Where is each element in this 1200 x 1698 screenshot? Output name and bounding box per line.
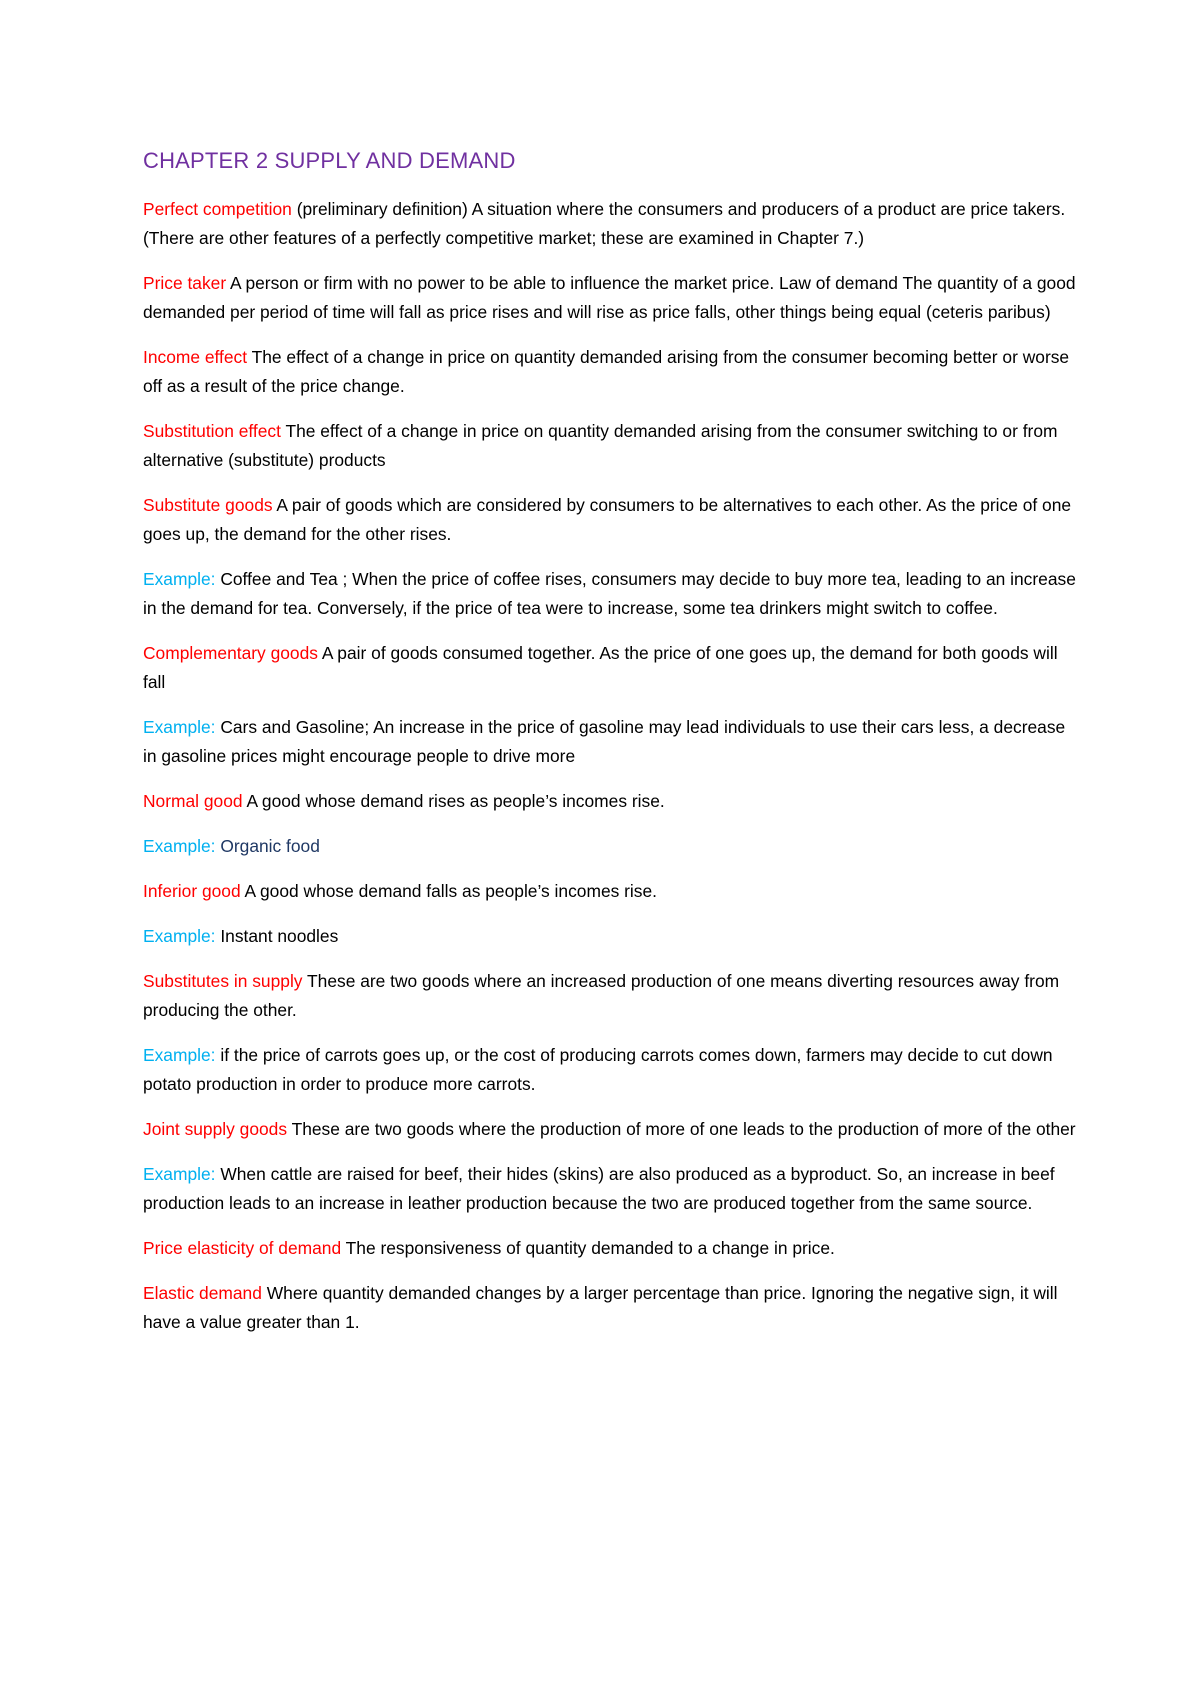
- example-paragraph: [143, 1160, 1078, 1218]
- example-paragraph: [143, 832, 1078, 861]
- example-label: Example:: [143, 926, 216, 946]
- definition-text: The responsiveness of quantity demanded to a change in price.: [341, 1238, 835, 1258]
- definition-paragraph: [143, 639, 1078, 697]
- example-text: Instant noodles: [215, 926, 339, 946]
- example-text: Coffee and Tea ; When the price of coffee rises, consumers may decide to buy more tea, leading to an increase in the demand for tea. Conversely, if the price of tea were to increase, some tea drinkers might switch to coffee.: [143, 569, 1076, 618]
- definition-text: These are two goods where the production of more of one leads to the production of more of the other: [287, 1119, 1076, 1139]
- term: Substitute goods: [143, 495, 273, 515]
- example-paragraph: [143, 1041, 1078, 1099]
- term: Inferior good: [143, 881, 241, 901]
- term: Complementary goods: [143, 643, 318, 663]
- definition-paragraph: [143, 491, 1078, 549]
- example-paragraph: [143, 922, 1078, 951]
- example-label: Example:: [143, 1045, 216, 1065]
- term: Substitutes in supply: [143, 971, 303, 991]
- definition-text: The effect of a change in price on quantity demanded arising from the consumer switching to or from alternative (substitute) products: [143, 421, 1058, 470]
- example-text: Organic food: [215, 836, 320, 856]
- definition-paragraph: [143, 343, 1078, 401]
- example-text: if the price of carrots goes up, or the cost of producing carrots comes down, farmers may decide to cut down potato production in order to produce more carrots.: [143, 1045, 1053, 1094]
- definition-paragraph: [143, 1115, 1078, 1144]
- term: Price taker: [143, 273, 227, 293]
- definition-text: A good whose demand falls as people’s incomes rise.: [240, 881, 657, 901]
- definition-text: The effect of a change in price on quantity demanded arising from the consumer becoming better or worse off as a result of the price change.: [143, 347, 1070, 396]
- example-text: When cattle are raised for beef, their hides (skins) are also produced as a byproduct. So, an increase in beef production leads to an increase in leather production because the two are produced together from the same source.: [143, 1164, 1055, 1213]
- definition-paragraph: [143, 877, 1078, 906]
- example-label: Example:: [143, 1164, 216, 1184]
- example-paragraph: [143, 565, 1078, 623]
- definition-paragraph: [143, 417, 1078, 475]
- definition-text: These are two goods where an increased production of one means diverting resources away from producing the other.: [143, 971, 1060, 1020]
- example-label: Example:: [143, 569, 216, 589]
- example-paragraph: [143, 713, 1078, 771]
- definition-paragraph: [143, 195, 1078, 253]
- definition-text: (preliminary definition) A situation where the consumers and producers of a product are price takers. (There are other features of a perfectly competitive market; these are examined in Chapter 7.): [143, 199, 1066, 248]
- term: Price elasticity of demand: [143, 1238, 342, 1258]
- definition-text: A good whose demand rises as people’s incomes rise.: [242, 791, 665, 811]
- term: Income effect: [143, 347, 248, 367]
- example-text: Cars and Gasoline; An increase in the price of gasoline may lead individuals to use their cars less, a decrease in gasoline prices might encourage people to drive more: [143, 717, 1066, 766]
- term: Elastic demand: [143, 1283, 262, 1303]
- definition-text: A person or firm with no power to be able to influence the market price. Law of demand The quantity of a good demanded per period of time will fall as price rises and will rise as price falls, other things being equal (ceteris paribus): [143, 273, 1076, 322]
- definition-paragraph: [143, 1234, 1078, 1263]
- term: Perfect competition: [143, 199, 292, 219]
- term: Joint supply goods: [143, 1119, 288, 1139]
- term: Normal good: [143, 791, 243, 811]
- document-content: [143, 146, 1078, 1353]
- definition-paragraph: [143, 967, 1078, 1025]
- chapter-title: CHAPTER 2 SUPPLY AND DEMAND: [143, 148, 516, 173]
- definition-paragraph: [143, 269, 1078, 327]
- term: Substitution effect: [143, 421, 281, 441]
- definition-text: A pair of goods which are considered by consumers to be alternatives to each other. As the price of one goes up, the demand for the other rises.: [143, 495, 1072, 544]
- example-label: Example:: [143, 836, 216, 856]
- definition-paragraph: [143, 1279, 1078, 1337]
- definition-text: A pair of goods consumed together. As the price of one goes up, the demand for both goods will fall: [143, 643, 1058, 692]
- definition-paragraph: [143, 787, 1078, 816]
- example-label: Example:: [143, 717, 216, 737]
- definition-text: Where quantity demanded changes by a larger percentage than price. Ignoring the negative sign, it will have a value greater than 1.: [143, 1283, 1058, 1332]
